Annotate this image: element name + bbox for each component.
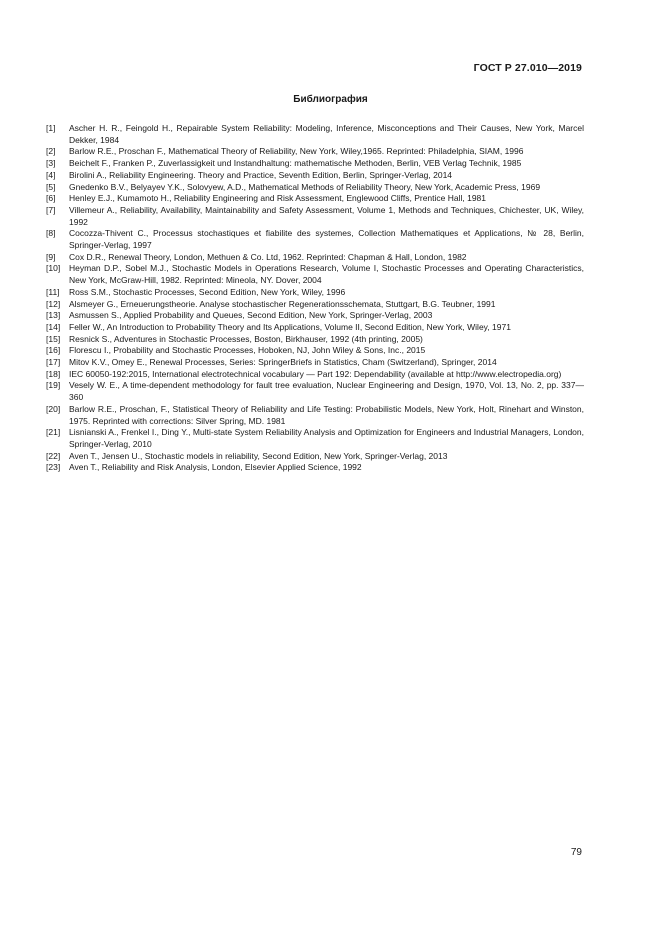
bibliography-entry-text: Lisnianski A., Frenkel I., Ding Y., Multi-state System Reliability Analysis and Optimization for Engineers and Industrial Managers, London, Springer-Verlag, 2010 [69,427,584,449]
bibliography-entry-number: [23] [46,462,61,473]
bibliography-entry-text: Aven T., Jensen U., Stochastic models in reliability, Second Edition, New York, Springer-Verlag, 2013 [69,450,448,461]
bibliography-entry-text: Aven T., Reliability and Risk Analysis, London, Elsevier Applied Science, 1992 [69,462,362,473]
bibliography-entry-text: Asmussen S., Applied Probability and Queues, Second Edition, New York, Springer-Verlag, 2003 [69,310,433,321]
bibliography-entry-text: Vesely W. E., A time-dependent methodology for fault tree evaluation, Nuclear Engineering and Design, 1970, Vol. 13, No. 2, pp. 337—360 [69,380,584,403]
bibliography-entry-number: [8] [46,228,56,239]
bibliography-entry [46,205,584,228]
bibliography-entry-text: Birolini A., Reliability Engineering. Theory and Practice, Seventh Edition, Berlin, Springer-Verlag, 2014 [69,169,453,180]
bibliography-entry-number: [4] [46,169,56,180]
bibliography-entry-number: [2] [46,146,56,157]
bibliography-entry-text: Resnick S., Adventures in Stochastic Processes, Boston, Birkhauser, 1992 (4th printing, 2005) [69,333,423,344]
bibliography-entry-text: Alsmeyer G., Erneuerungstheorie. Analyse stochastischer Regenerationsschemata, Stuttgart, B.G. Teubner, 1991 [69,298,496,309]
bibliography-entry [46,310,584,322]
bibliography-entry-number: [12] [46,298,61,309]
bibliography-entry-text: IEC 60050-192:2015, International electrotechnical vocabulary — Part 192: Dependability (available at http://www.electropedia.org) [69,368,562,379]
bibliography-entry-number: [17] [46,357,61,368]
bibliography-entry-text: Heyman D.P., Sobel M.J., Stochastic Models in Operations Research, Volume I, Stochastic Processes and Operating Characteristics, New York, McGraw-Hill, 1982. Reprinted: Mineola, NY. Dover, 2004 [69,263,584,286]
bibliography-entry [46,158,584,170]
bibliography-entry-number: [22] [46,450,61,461]
bibliography-entry [46,427,584,450]
bibliography-entry-number: [1] [46,123,56,133]
bibliography-entry [46,123,584,146]
bibliography-entry-text: Feller W., An Introduction to Probability Theory and Its Applications, Volume II, Second Edition, New York, Wiley, 1971 [69,321,511,332]
bibliography-entry-text: Henley E.J., Kumamoto H., Reliability Engineering and Risk Assessment, Englewood Cliffs, Prentice Hall, 1981 [69,193,487,204]
bibliography-entry [46,287,584,299]
bibliography-entry-number: [20] [46,403,61,414]
bibliography-entry-text: Cocozza-Thivent C., Processus stochastiques et fiabilite des systemes, Collection Mathematiques et Applications, № 28, Berlin, Springer-Verlag, 1997 [69,228,584,251]
bibliography-entry-number: [21] [46,427,61,438]
bibliography-entry [46,252,584,264]
bibliography-list [46,123,584,474]
bibliography-entry-number: [19] [46,380,61,391]
bibliography-entry-number: [6] [46,193,56,204]
bibliography-entry [46,299,584,311]
bibliography-entry-text: Mitov K.V., Omey E., Renewal Processes, Series: SpringerBriefs in Statistics, Cham (Switzerland), Springer, 2014 [69,357,497,368]
bibliography-entry-number: [3] [46,158,56,169]
standard-code-header: ГОСТ Р 27.010—2019 [473,62,582,74]
bibliography-entry-number: [13] [46,310,61,321]
bibliography-entry-text: Villemeur A., Reliability, Availability, Maintainability and Safety Assessment, Volume 1, Methods and Techniques, Chichester, UK, Wiley, 1992 [69,204,584,227]
bibliography-entry [46,380,584,403]
bibliography-entry [46,369,584,381]
bibliography-entry-number: [14] [46,321,61,332]
bibliography-entry-number: [15] [46,333,61,344]
bibliography-entry-text: Ross S.M., Stochastic Processes, Second Edition, New York, Wiley, 1996 [69,286,346,297]
bibliography-entry [46,263,584,286]
bibliography-entry [46,193,584,205]
bibliography-entry [46,170,584,182]
bibliography-entry-text: Florescu I., Probability and Stochastic Processes, Hoboken, NJ, John Wiley & Sons, Inc., 2015 [69,345,426,356]
bibliography-entry [46,228,584,251]
bibliography-entry-number: [11] [46,286,60,297]
bibliography-entry [46,322,584,334]
bibliography-entry-text: Beichelt F., Franken P., Zuverlassigkeit und Instandhaltung: mathematische Methoden, Berlin, VEB Verlag Technik, 1985 [69,158,522,169]
bibliography-entry [46,146,584,158]
section-title: Библиография [293,94,368,105]
page-number: 79 [570,847,582,858]
bibliography-entry-text: Cox D.R., Renewal Theory, London, Methuen & Co. Ltd, 1962. Reprinted: Chapman & Hall, London, 1982 [69,251,467,262]
bibliography-entry-text: Barlow R.E., Proschan F., Mathematical Theory of Reliability, New York, Wiley,1965. Reprinted: Philadelphia, SIAM, 1996 [69,146,524,157]
bibliography-entry-number: [18] [46,368,61,379]
bibliography-entry-number: [7] [46,204,56,215]
bibliography-entry-text: Barlow R.E., Proschan, F., Statistical Theory of Reliability and Life Testing: Probabilistic Models, New York, Holt, Rinehart and Winston, 1975. Reprinted with corrections: Silver Spring, MD. 1981 [69,403,584,426]
bibliography-entry-text: Gnedenko B.V., Belyayev Y.K., Solovyew, A.D., Mathematical Methods of Reliability Theory, New York, Academic Press, 1969 [69,181,541,192]
bibliography-entry-number: [9] [46,251,56,262]
bibliography-entry-text: Ascher H. R., Feingold H., Repairable System Reliability: Modeling, Inference, Misconceptions and Their Causes, New York, Marcel Dekker, 1984 [69,123,584,145]
bibliography-entry [46,182,584,194]
bibliography-entry [46,357,584,369]
bibliography-entry [46,404,584,427]
bibliography-entry-number: [5] [46,181,56,192]
bibliography-entry [46,462,584,474]
bibliography-entry [46,451,584,463]
bibliography-entry [46,345,584,357]
bibliography-entry [46,334,584,346]
bibliography-entry-number: [10] [46,263,61,274]
bibliography-entry-number: [16] [46,345,61,356]
